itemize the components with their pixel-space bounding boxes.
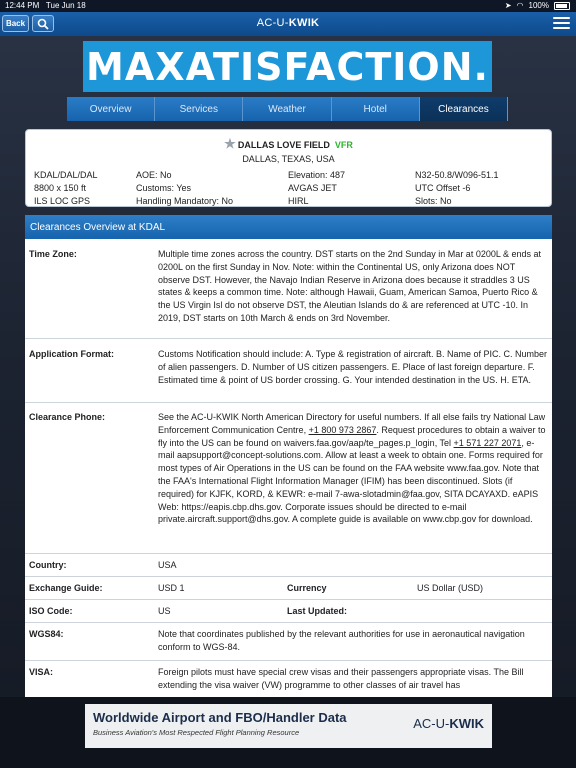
ad-logo bbox=[413, 716, 484, 731]
clearances-panel[interactable] bbox=[25, 215, 552, 768]
coordinates-info: N32-50.8/W096-51.1 bbox=[415, 170, 499, 180]
aoe-info: AOE: No bbox=[136, 170, 172, 180]
phone-text: See the AC-U-KWIK North American Directory for useful numbers. If all else fails try National Law Enforcement Communication Centre, bbox=[158, 412, 546, 435]
row-iso-code bbox=[25, 600, 552, 623]
ad-title: Worldwide Airport and FBO/Handler Data bbox=[93, 710, 347, 725]
currency-value: US Dollar (USD) bbox=[417, 583, 484, 593]
tab-hotel[interactable]: Hotel bbox=[332, 97, 420, 121]
status-bar bbox=[0, 0, 576, 12]
favorite-star-icon[interactable]: ★ bbox=[224, 136, 236, 151]
row-country bbox=[25, 554, 552, 577]
status-time: 12:44 PM bbox=[5, 1, 40, 10]
row-value: Note that coordinates published by the relevant authorities for use in aeronautical navigation conform to WGS-84. bbox=[158, 629, 525, 652]
row-label: Application Format: bbox=[29, 349, 114, 359]
row-label: Clearance Phone: bbox=[29, 412, 106, 422]
airport-name: DALLAS LOVE FIELD bbox=[237, 140, 330, 150]
row-clearance-phone bbox=[25, 403, 552, 554]
status-date: Tue Jun 18 bbox=[45, 1, 86, 10]
utc-offset-info: UTC Offset -6 bbox=[415, 183, 471, 193]
status-time-date bbox=[5, 1, 86, 10]
location-icon: ➤ bbox=[504, 1, 512, 10]
customs-info: Customs: Yes bbox=[136, 183, 192, 193]
row-value bbox=[158, 411, 548, 526]
brand-prefix: AC-U- bbox=[256, 17, 289, 29]
slots-info: Slots: No bbox=[415, 196, 452, 206]
handling-info: Handling Mandatory: No bbox=[136, 196, 234, 206]
airport-info-card bbox=[25, 129, 552, 207]
row-value: Multiple time zones across the country. DST starts on the 2nd Sunday in Mar at 0200L & ends at 0200L on the first Sunday in Nov. Note: within the Continental US, only Arizona does NOT observe DST. However, the Navajo Indian Reserve in Arizona does because it straddles 3 US states & keeps a common time. Note: although Hawaii, Guam, American Samoa, Puerto Rico & the US Virgin Isl do not observe DST, the Aleutian Islands do & are referenced at UTC -10. In 2019, DST starts on 10th March & ends on 3rd November. bbox=[158, 249, 542, 323]
airport-location: DALLAS, TEXAS, USA bbox=[242, 154, 335, 164]
airport-codes: KDAL/DAL/DAL bbox=[34, 170, 98, 180]
row-label: ISO Code: bbox=[29, 606, 73, 616]
ad-logo-bold: KWIK bbox=[449, 716, 484, 731]
row-label: WGS84: bbox=[29, 629, 64, 639]
flight-rules-badge: VFR bbox=[334, 140, 353, 150]
row-value: Foreign pilots must have special crew visas and their passengers appropriate visas. The Bill extending the visa waiver (VW) programme to other classes of air travel has bbox=[158, 667, 524, 690]
currency-label: Currency bbox=[287, 583, 327, 593]
section-header: Clearances Overview at KDAL bbox=[25, 215, 552, 239]
row-value: US bbox=[158, 606, 171, 616]
runway-info: 8800 x 150 ft bbox=[34, 183, 87, 193]
row-label: Exchange Guide: bbox=[29, 583, 103, 593]
fuel-info: AVGAS JET bbox=[288, 183, 337, 193]
lighting-info: HIRL bbox=[288, 196, 309, 206]
brand-bold: KWIK bbox=[288, 17, 320, 29]
bottom-ad[interactable] bbox=[85, 704, 492, 748]
approach-info: ILS LOC GPS bbox=[34, 196, 91, 206]
menu-icon[interactable] bbox=[553, 17, 570, 31]
battery-icon bbox=[554, 2, 570, 10]
tab-services[interactable]: Services bbox=[155, 97, 243, 121]
phone-link[interactable]: +1 571 227 2071 bbox=[453, 437, 522, 448]
row-wgs84 bbox=[25, 623, 552, 661]
promo-banner[interactable] bbox=[83, 41, 492, 92]
ad-subtitle: Business Aviation's Most Respected Flight Planning Resource bbox=[93, 728, 300, 737]
row-value: Customs Notification should include: A. Type & registration of aircraft. B. Name of PIC. C. Number of alien passengers. D. Number of US citizen passengers. E. Place of last foreign departure. F. Estimated time & point of US border crossing. G. Your intended destination in the US. H. ETA. bbox=[158, 349, 547, 385]
row-application-format bbox=[25, 339, 552, 403]
tab-overview[interactable]: Overview bbox=[67, 97, 155, 121]
nav-bar bbox=[0, 12, 576, 36]
app-brand bbox=[0, 17, 576, 29]
phone-link[interactable]: +1 800 973 2867 bbox=[308, 424, 377, 435]
phone-text: , e-mail aapsupport@concept-solutions.com. Allow at least a week to obtain one. Forms required for most types of Air Operations in the US can be found on the FAA website www.faa.gov. Note that the FAA's International Flight Information Manager (IFIM) has been discontinued. Slots (if required) for KJFK, KORD, & KEWR: e-mail 7-awa-slotadmin@faa.gov, SITA DCAYAXD. eAPIS Web: https://eapis.cbp.dhs.gov. Corporate issues should be directed to e-mail private.aircraft.support@dhs.gov. A complete guide is available on www.cbp.gov for download. bbox=[158, 437, 543, 525]
elevation-info: Elevation: 487 bbox=[288, 170, 346, 180]
promo-banner-text: MAXATISFACTION. bbox=[86, 44, 489, 89]
row-time-zone bbox=[25, 239, 552, 339]
row-label: VISA: bbox=[29, 667, 54, 677]
status-right bbox=[505, 1, 570, 10]
tab-clearances[interactable]: Clearances bbox=[420, 97, 508, 121]
row-label: Time Zone: bbox=[29, 249, 77, 259]
airport-title bbox=[26, 136, 551, 152]
tab-weather[interactable]: Weather bbox=[243, 97, 331, 121]
ad-logo-prefix: AC-U- bbox=[413, 716, 450, 731]
tab-bar bbox=[67, 97, 508, 121]
row-exchange-guide bbox=[25, 577, 552, 600]
wifi-icon: ◠ bbox=[516, 1, 524, 10]
phone-text: . Request procedures to obtain a waiver to fly into the US can be found on waivers.faa.gov/aap/te_pages.p_login, Tel bbox=[158, 424, 546, 448]
back-button[interactable]: Back bbox=[2, 15, 29, 32]
row-label: Country: bbox=[29, 560, 67, 570]
battery-percent: 100% bbox=[528, 1, 549, 10]
row-value: USD 1 bbox=[158, 583, 185, 593]
last-updated-label: Last Updated: bbox=[287, 606, 348, 616]
row-value: USA bbox=[158, 560, 177, 570]
